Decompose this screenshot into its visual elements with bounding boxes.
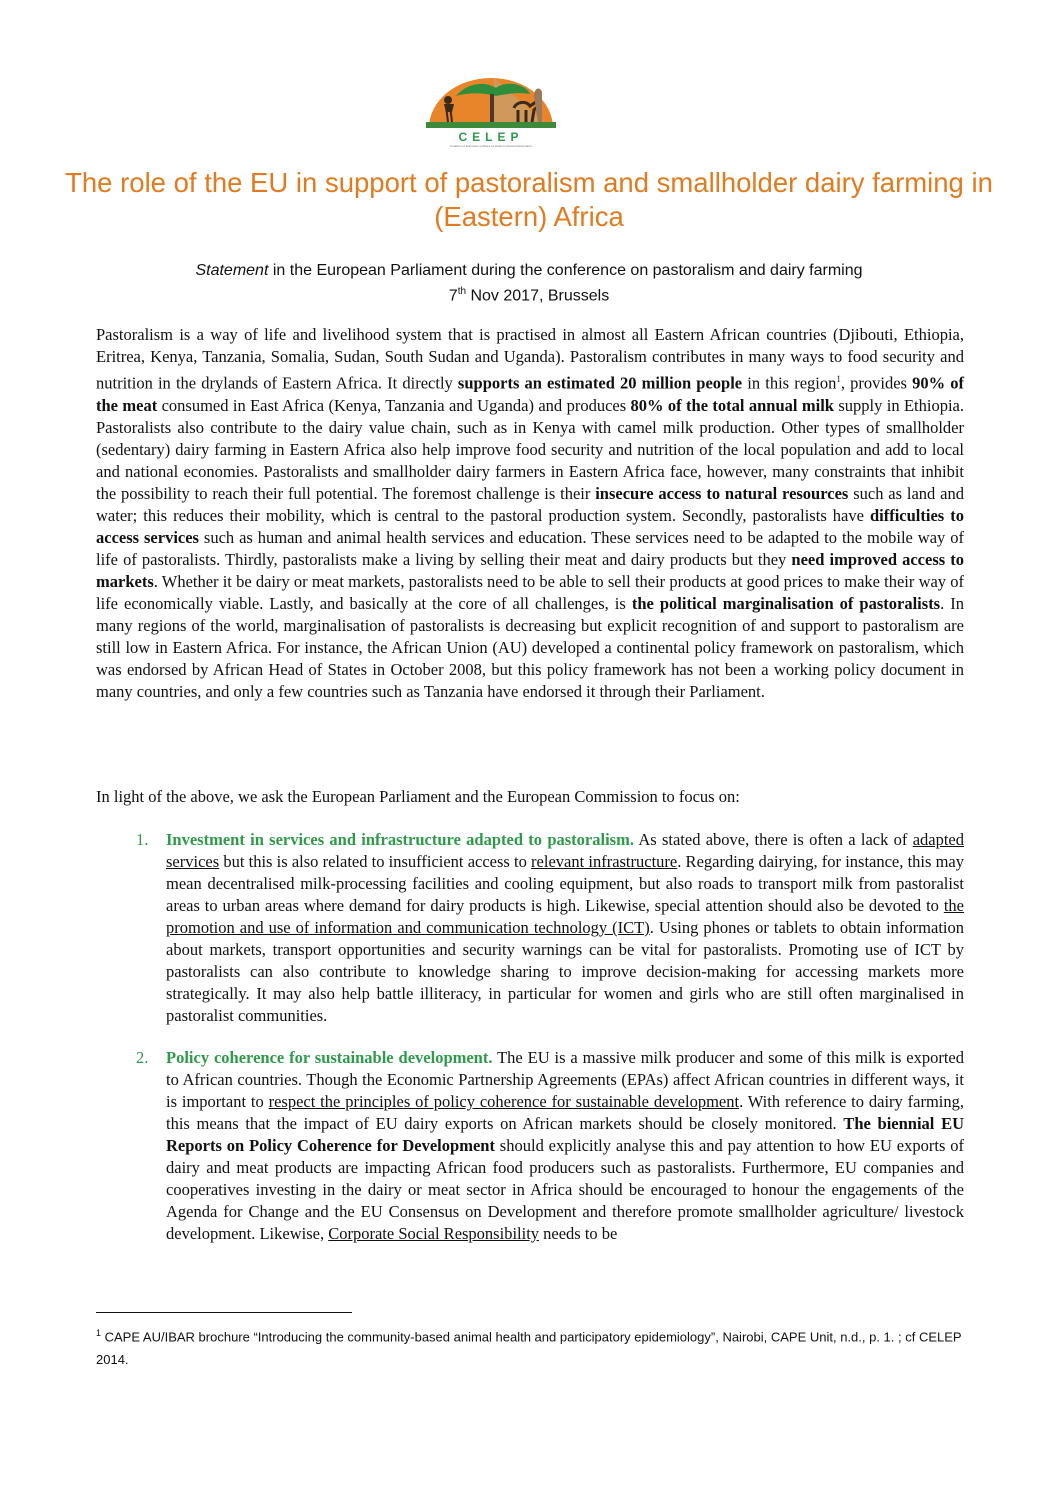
intro-paragraph	[96, 324, 964, 703]
item-text: but this is also related to insufficient access to	[219, 852, 532, 871]
page-title: The role of the EU in support of pastoralism and smallholder dairy farming in (Eastern) Africa	[65, 167, 993, 232]
footnote	[96, 1322, 964, 1371]
logo-tagline: Coalition of European Lobbies for Eastern African Pastoralism	[449, 144, 533, 148]
intro-bold-2: 90% of the meat	[96, 373, 965, 415]
date-line	[60, 281, 998, 306]
item-underline: relevant infrastructure	[531, 852, 678, 871]
statement-word: Statement	[195, 262, 269, 279]
list-number: 1.	[136, 830, 149, 849]
item-underline: respect the principles of policy coherence for sustainable development	[268, 1092, 740, 1111]
intro-bold-6: need improved access to markets	[96, 549, 964, 591]
intro-bold-7: the political marginalisation of pastoralists	[631, 593, 941, 613]
date-rest: Nov 2017, Brussels	[466, 287, 610, 305]
item-text: . Regarding dairying, for instance, this may mean decentralised milk-processing facilities and cooling equipment, but also roads to transport milk from pastoralist areas to urban areas where demand for dairy products is high. Likewise, special attention should also be devoted to	[166, 852, 964, 915]
item-underline: Corporate Social Responsibility	[328, 1224, 540, 1243]
item-text: should explicitly analyse this and pay attention to how EU exports of dairy and meat products are impacting African food producers such as pastoralists. Furthermore, EU companies and cooperatives investing in the dairy or meat sector in Africa should be encouraged to honour the engagements of the Agenda for Change and the EU Consensus on Development and therefore promote smallholder agriculture/ livestock development. Likewise,	[166, 1136, 964, 1243]
intro-text-2: in this region	[742, 373, 837, 393]
item-bold: The biennial EU Reports on Policy Coherence for Development	[166, 1114, 964, 1155]
intro-text-4: consumed in East Africa (Kenya, Tanzania and Uganda) and produces	[157, 395, 631, 415]
intro-text-8: . Whether it be dairy or meat markets, pastoralists need to be able to sell their products at good prices to make their way of life economically viable. Lastly, and basically at the core of all challenges, is	[96, 571, 964, 613]
intro-bold-4: insecure access to natural resources	[595, 483, 849, 503]
list-item-heading: Policy coherence for sustainable development.	[166, 1048, 493, 1067]
item-underline: the promotion and use of information and communication technology (ICT)	[166, 896, 964, 937]
intro-text-3: , provides	[840, 373, 913, 393]
list-item	[96, 829, 964, 1027]
item-text: The EU is a massive milk producer and some of this milk is exported to African countries. Though the Economic Partnership Agreements (EPAs) affect African countries in different ways, it is important to	[166, 1048, 964, 1111]
intro-text-9: . In many regions of the world, marginalisation of pastoralists is decreasing but explicit recognition of and support to pastoralism are still low in Eastern Africa. For instance, the African Union (AU) developed a continental policy framework on pastoralism, which was endorsed by African Head of States in October 2008, but this policy framework has not been a working policy document in many countries, and only a few countries such as Tanzania have endorsed it through their Parliament.	[96, 593, 965, 701]
footnote-text: CAPE AU/IBAR brochure “Introducing the community-based animal health and participatory epidemiology”, Nairobi, CAPE Unit, n.d., p. 1. ; cf CELEP 2014.	[96, 1329, 962, 1368]
intro-text-5: supply in Ethiopia. Pastoralists also contribute to the dairy value chain, such as in Kenya with camel milk production. Other types of smallholder (sedentary) dairy farming in Eastern Africa also help improve food security and nutrition of the local population and add to local and national economies. Pastoralists and smallholder dairy farmers in Eastern Africa face, however, many constraints that inhibit the possibility to reach their full potential. The foremost challenge is their	[96, 395, 965, 503]
footnote-number: 1	[96, 1328, 102, 1338]
item-text: . Using phones or tablets to obtain information about markets, transport opportunities and security warnings can be vital for pastoralists. Promoting use of ICT by pastoralists can also contribute to knowledge sharing to improve decision-making for accessing markets more strategically. It may also help battle illiteracy, in particular for women and girls who are still often marginalised in pastoralist communities.	[166, 918, 964, 1025]
item-underline: adapted services	[166, 830, 964, 871]
intro-bold-3: 80% of the total annual milk	[630, 395, 834, 415]
recommendations-list	[96, 829, 964, 1245]
intro-text-1: Pastoralism is a way of life and livelihood system that is practised in almost all Eastern African countries (Djibouti, Ethiopia, Eritrea, Kenya, Tanzania, Somalia, Sudan, South Sudan and Uganda). Pastoralism contributes in many ways to food security and nutrition in the drylands of Eastern Africa. It directly	[96, 325, 964, 393]
intro-text-6: such as land and water; this reduces their mobility, which is central to the pastoral production system. Secondly, pastoralists have	[96, 483, 964, 525]
subtitle	[60, 260, 998, 306]
intro-text-7: such as human and animal health services and education. These services need to be adapted to the mobile way of life of pastoralists. Thirdly, pastoralists make a living by selling their meat and dairy products but they	[96, 527, 964, 569]
footnote-divider	[96, 1312, 352, 1313]
item-text: . With reference to dairy farming, this means that the impact of EU dairy exports on African markets should be closely monitored.	[166, 1092, 964, 1133]
statement-rest: in the European Parliament during the conference on pastoralism and dairy farming	[268, 262, 863, 279]
ask-paragraph: In light of the above, we ask the European Parliament and the European Commission to focus on:	[96, 787, 740, 806]
celep-logo	[426, 66, 556, 148]
intro-bold-5: difficulties to access services	[96, 505, 964, 547]
date-day: 7	[448, 287, 458, 305]
date-sup: th	[457, 286, 467, 297]
item-text: needs to be	[539, 1224, 618, 1243]
item-text: As stated above, there is often a lack of	[633, 830, 913, 849]
logo-wordmark: CELEP	[458, 130, 524, 144]
list-number: 2.	[136, 1048, 149, 1067]
footnote-ref[interactable]: 1	[836, 374, 841, 384]
list-item	[96, 1047, 964, 1245]
list-item-heading: Investment in services and infrastructure adapted to pastoralism.	[166, 830, 634, 849]
statement-line	[60, 260, 998, 281]
logo-graphic	[426, 66, 556, 132]
intro-bold-1: supports an estimated 20 million people	[457, 373, 743, 393]
